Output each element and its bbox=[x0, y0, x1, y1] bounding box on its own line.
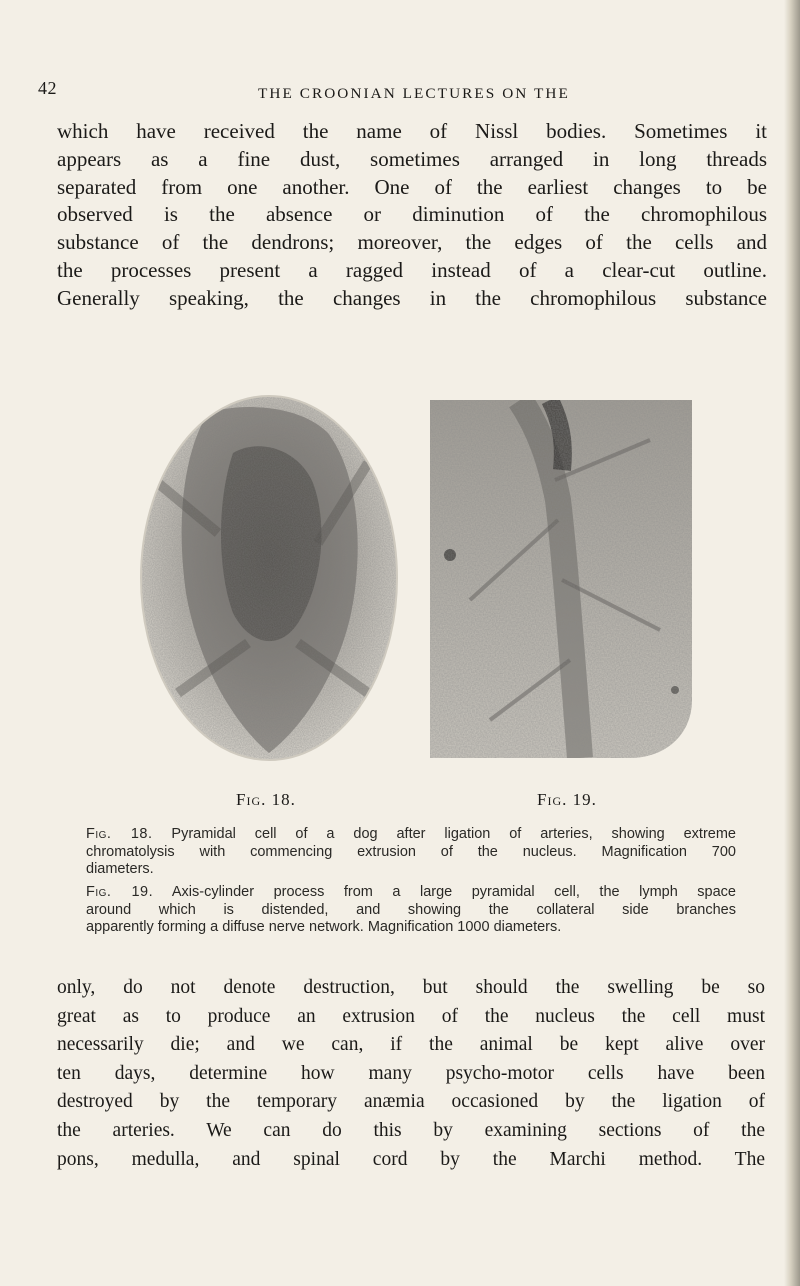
text-line: destroyed by the temporary anæmia occasioned by the ligation of bbox=[57, 1091, 765, 1113]
text-line: substance of the dendrons; moreover, the edges of the cells and bbox=[57, 230, 767, 255]
caption-figure-ref: Fig. 19. bbox=[86, 884, 154, 900]
text-line: the processes present a ragged instead of a clear-cut outline. bbox=[57, 257, 767, 282]
figure-19-micrograph bbox=[430, 400, 692, 758]
caption-line: around which is distended, and showing the collateral side branches bbox=[86, 901, 736, 918]
top-paragraph bbox=[57, 118, 767, 313]
text-line: necessarily die; and we can, if the animal be kept alive over bbox=[57, 1034, 765, 1056]
bottom-paragraph bbox=[57, 974, 765, 1174]
pyramidal-cell-image bbox=[138, 393, 400, 763]
text-line: appears as a fine dust, sometimes arranged in long threads bbox=[57, 146, 767, 171]
page-edge-shadow bbox=[784, 0, 800, 1286]
text-line: great as to produce an extrusion of the nucleus the cell must bbox=[57, 1005, 765, 1027]
text-line: which have received the name of Nissl bodies. Sometimes it bbox=[57, 119, 767, 143]
axis-cylinder-image bbox=[430, 400, 692, 758]
caption-line: apparently forming a diffuse nerve network. Magnification 1000 diameters. bbox=[86, 919, 562, 935]
caption-line: chromatolysis with commencing extrusion of the nucleus. Magnification 700 bbox=[86, 843, 736, 860]
figure-18-label: Fig. 18. bbox=[236, 790, 296, 809]
running-head: THE CROONIAN LECTURES ON THE bbox=[258, 86, 570, 102]
figure-18-caption bbox=[86, 826, 736, 879]
figure-19-caption bbox=[86, 884, 736, 937]
caption-text: Pyramidal cell of a dog after ligation of arteries, showing extreme bbox=[171, 826, 736, 842]
page-number: 42 bbox=[38, 78, 57, 98]
text-line: separated from one another. One of the earliest changes to be bbox=[57, 174, 767, 199]
caption-line bbox=[86, 884, 736, 902]
text-line: Generally speaking, the changes in the chromophilous substance bbox=[57, 285, 767, 310]
caption-text: Axis-cylinder process from a large pyramidal cell, the lymph space bbox=[171, 884, 736, 900]
caption-figure-ref: Fig. 18. bbox=[86, 826, 153, 842]
text-line: only, do not denote destruction, but should the swelling be so bbox=[57, 977, 765, 998]
text-line: pons, medulla, and spinal cord by the Marchi method. The bbox=[57, 1148, 765, 1170]
text-line: ten days, determine how many psycho-motor cells have been bbox=[57, 1062, 765, 1084]
caption-line: diameters. bbox=[86, 861, 154, 877]
text-line: observed is the absence or diminution of the chromophilous bbox=[57, 202, 767, 227]
text-line: the arteries. We can do this by examining sections of the bbox=[57, 1119, 765, 1141]
figure-18-micrograph bbox=[138, 393, 400, 763]
caption-line bbox=[86, 826, 736, 844]
figure-19-label: Fig. 19. bbox=[537, 790, 597, 809]
